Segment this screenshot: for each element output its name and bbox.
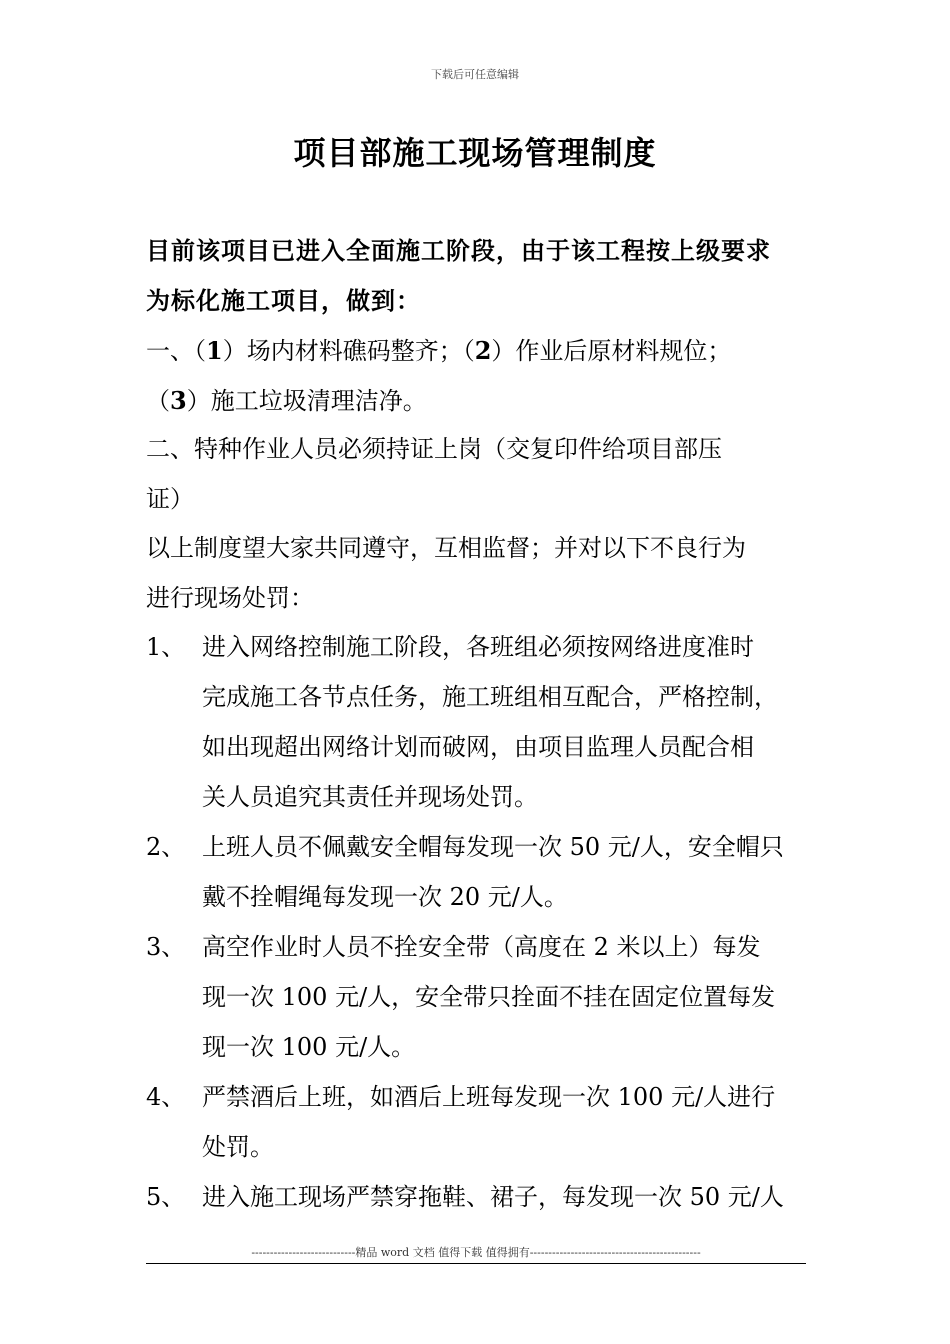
- list-item: [146, 922, 826, 1072]
- section-1-text-2: ）作业后原材料规位；: [491, 337, 732, 365]
- list-item: [146, 1072, 826, 1172]
- list-item-line: 上班人员不佩戴安全帽每发现一次 50 元/人，安全帽只: [202, 833, 784, 861]
- footer-divider: [146, 1263, 806, 1264]
- list-item: [146, 1172, 826, 1222]
- section-2-line-1: 二、特种作业人员必须持证上岗（交复印件给项目部压: [146, 435, 722, 463]
- section-1-text-3: ）施工垃圾清理洁净。: [186, 387, 427, 415]
- list-item-line: 处罚。: [202, 1133, 274, 1161]
- list-item: [146, 822, 826, 922]
- list-item-line: 严禁酒后上班，如酒后上班每发现一次 100 元/人进行: [202, 1083, 776, 1111]
- footer-note: ----------------------------精品 word 文档 值得下载 值得拥有----------------------------------------------: [251, 1246, 701, 1259]
- intro-paragraph: [146, 226, 816, 326]
- list-item-index: 3、: [146, 933, 186, 961]
- list-item-line: 戴不拴帽绳每发现一次 20 元/人。: [202, 883, 568, 911]
- section-1-prefix: 一、（: [146, 337, 206, 365]
- list-item-index: 2、: [146, 833, 186, 861]
- page-title: 项目部施工现场管理制度: [293, 134, 657, 172]
- section-2: [146, 424, 816, 524]
- intro-line-1: 目前该项目已进入全面施工阶段，由于该工程按上级要求: [146, 237, 771, 265]
- list-item-line: 现一次 100 元/人。: [202, 1033, 416, 1061]
- section-1: [146, 326, 816, 426]
- header-note: 下载后可任意编辑: [431, 68, 519, 81]
- list-item-line: 进入网络控制施工阶段，各班组必须按网络进度准时: [202, 633, 754, 661]
- rules-intro: [146, 523, 816, 623]
- section-2-line-2: 证）: [146, 485, 194, 513]
- list-item-index: 5、: [146, 1183, 186, 1211]
- list-item-line: 如出现超出网络计划而破网，由项目监理人员配合相: [202, 733, 754, 761]
- list-item-line: 完成施工各节点任务，施工班组相互配合，严格控制，: [202, 683, 778, 711]
- list-item-index: 4、: [146, 1083, 186, 1111]
- section-1-line2-prefix: （: [146, 387, 170, 415]
- section-1-num-3: 3: [170, 386, 187, 415]
- section-1-num-2: 2: [474, 336, 492, 365]
- rules-intro-line-2: 进行现场处罚：: [146, 584, 314, 612]
- list-item: [146, 622, 826, 822]
- intro-line-2: 为标化施工项目，做到：: [146, 287, 421, 315]
- list-item-line: 高空作业时人员不拴安全带（高度在 2 米以上）每发: [202, 933, 761, 961]
- list-item-line: 关人员追究其责任并现场处罚。: [202, 783, 538, 811]
- list-item-index: 1、: [146, 633, 186, 661]
- rules-intro-line-1: 以上制度望大家共同遵守，互相监督；并对以下不良行为: [146, 534, 746, 562]
- section-1-text-1: ）场内材料礁码整齐；（: [222, 337, 475, 365]
- list-item-line: 进入施工现场严禁穿拖鞋、裙子，每发现一次 50 元/人: [202, 1183, 784, 1211]
- section-1-num-1: 1: [206, 336, 223, 365]
- section-1-line-1: [146, 326, 816, 376]
- list-item-line: 现一次 100 元/人，安全带只拴面不挂在固定位置每发: [202, 983, 776, 1011]
- penalty-list: [146, 622, 826, 1222]
- section-1-line-2: [146, 376, 816, 426]
